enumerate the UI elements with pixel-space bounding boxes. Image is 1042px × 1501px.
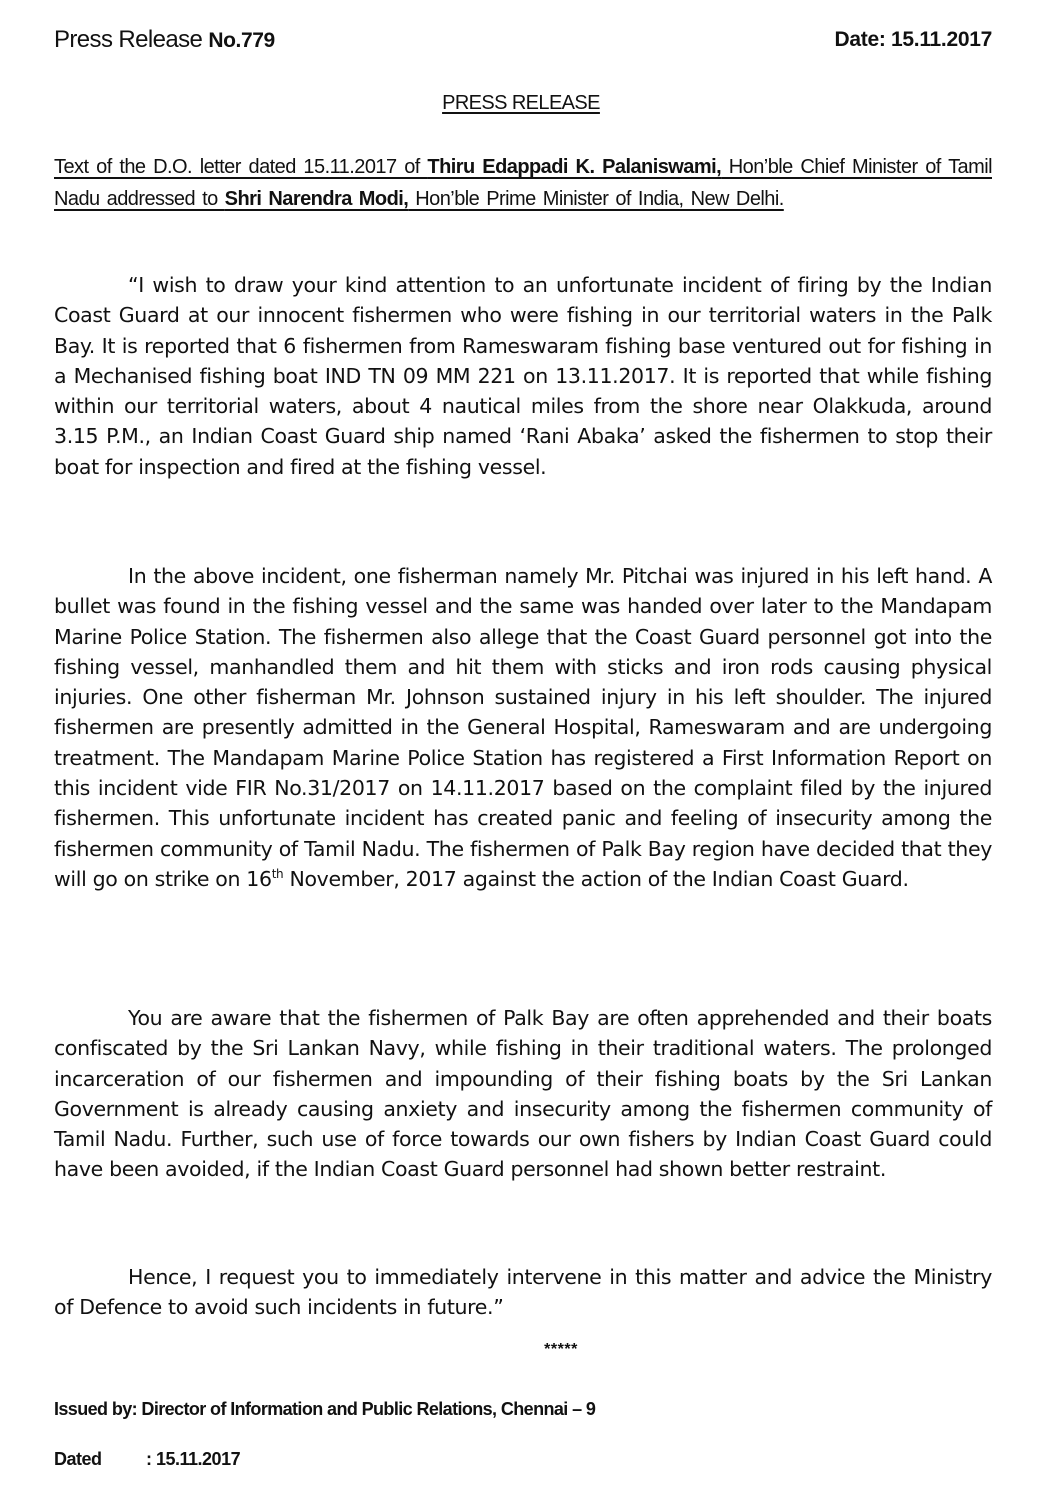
subject-part-1: Text of the D.O. letter dated 15.11.2017 of — [54, 156, 428, 178]
letter-body-paragraph-1 — [54, 270, 992, 482]
letter-subject — [54, 152, 992, 215]
ordinal-suffix: th — [271, 867, 284, 882]
letter-body-paragraph-4 — [54, 1262, 992, 1323]
page-title-text: PRESS RELEASE — [442, 92, 600, 114]
footer-date — [54, 1449, 240, 1470]
paragraph-text-main: In the above incident, one fisherman namely Mr. Pitchai was injured in his left hand. A bullet was found in the fishing vessel and the same was handed over later to the Mandapam Marine Police Station. The fishermen also allege that the Coast Guard personnel got into the fishing vessel, manhandled them and hit them with sticks and iron rods causing physical injuries. One other fisherman Mr. Johnson sustained injury in his left shoulder. The injured fishermen are presently admitted in the General Hospital, Rameswaram and are undergoing treatment. The Mandapam Marine Police Station has registered a First Information Report on this incident vide FIR No.31/2017 on 14.11.2017 based on the complaint filed by the injured fishermen. This unfortunate incident has created panic and feeling of insecurity among the fishermen community of Tamil Nadu. The fishermen of Palk Bay region have decided that they will go on strike on 16 — [54, 564, 992, 891]
page-title — [0, 92, 1042, 115]
subject-part-2: Hon’ble Chief Minister of Tamil Nadu addressed to — [54, 156, 992, 210]
paragraph-text-end: November, 2017 against the action of the Indian Coast Guard. — [283, 866, 909, 891]
release-number: No.779 — [208, 29, 275, 52]
letter-body-paragraph-2 — [54, 561, 992, 894]
paragraph-text — [54, 561, 992, 894]
recipient-name: Shri Narendra Modi, — [224, 187, 409, 210]
dated-label: Dated — [54, 1449, 102, 1469]
subject-part-3: Hon’ble Prime Minister of India, New Delhi. — [408, 187, 784, 210]
dated-value: : 15.11.2017 — [146, 1449, 241, 1469]
press-release-label: Press Release — [54, 26, 209, 53]
press-release-number — [54, 26, 275, 54]
paragraph-text: Hence, I request you to immediately intervene in this matter and advice the Ministry of Defence to avoid such incidents in future.” — [54, 1265, 992, 1320]
issued-by: Issued by: Director of Information and Public Relations, Chennai – 9 — [54, 1399, 596, 1419]
release-date: Date: 15.11.2017 — [834, 28, 992, 51]
document-header — [54, 26, 992, 60]
sender-name: Thiru Edappadi K. Palaniswami, — [427, 156, 722, 178]
paragraph-text: “I wish to draw your kind attention to an unfortunate incident of firing by the Indian Coast Guard at our innocent fishermen who were fishing in our territorial waters in the Palk Bay. It is reported that 6 fishermen from Rameswaram fishing base ventured out for fishing in a Mechanised fishing boat IND TN 09 MM 221 on 13.11.2017. It is reported that while fishing within our territorial waters, about 4 nautical miles from the shore near Olakkuda, around 3.15 P.M., an Indian Coast Guard ship named ‘Rani Abaka’ asked the fishermen to stop their boat for inspection and fired at the fishing vessel. — [54, 273, 992, 479]
letter-body-paragraph-3 — [54, 1003, 992, 1185]
section-separator: ***** — [544, 1341, 578, 1358]
paragraph-text: You are aware that the fishermen of Palk Bay are often apprehended and their boats confiscated by the Sri Lankan Navy, while fishing in their traditional waters. The prolonged incarceration of our fishermen and impounding of their fishing boats by the Sri Lankan Government is already causing anxiety and insecurity among the fishermen community of Tamil Nadu. Further, such use of force towards our own fishers by Indian Coast Guard could have been avoided, if the Indian Coast Guard personnel had shown better restraint. — [54, 1006, 992, 1182]
